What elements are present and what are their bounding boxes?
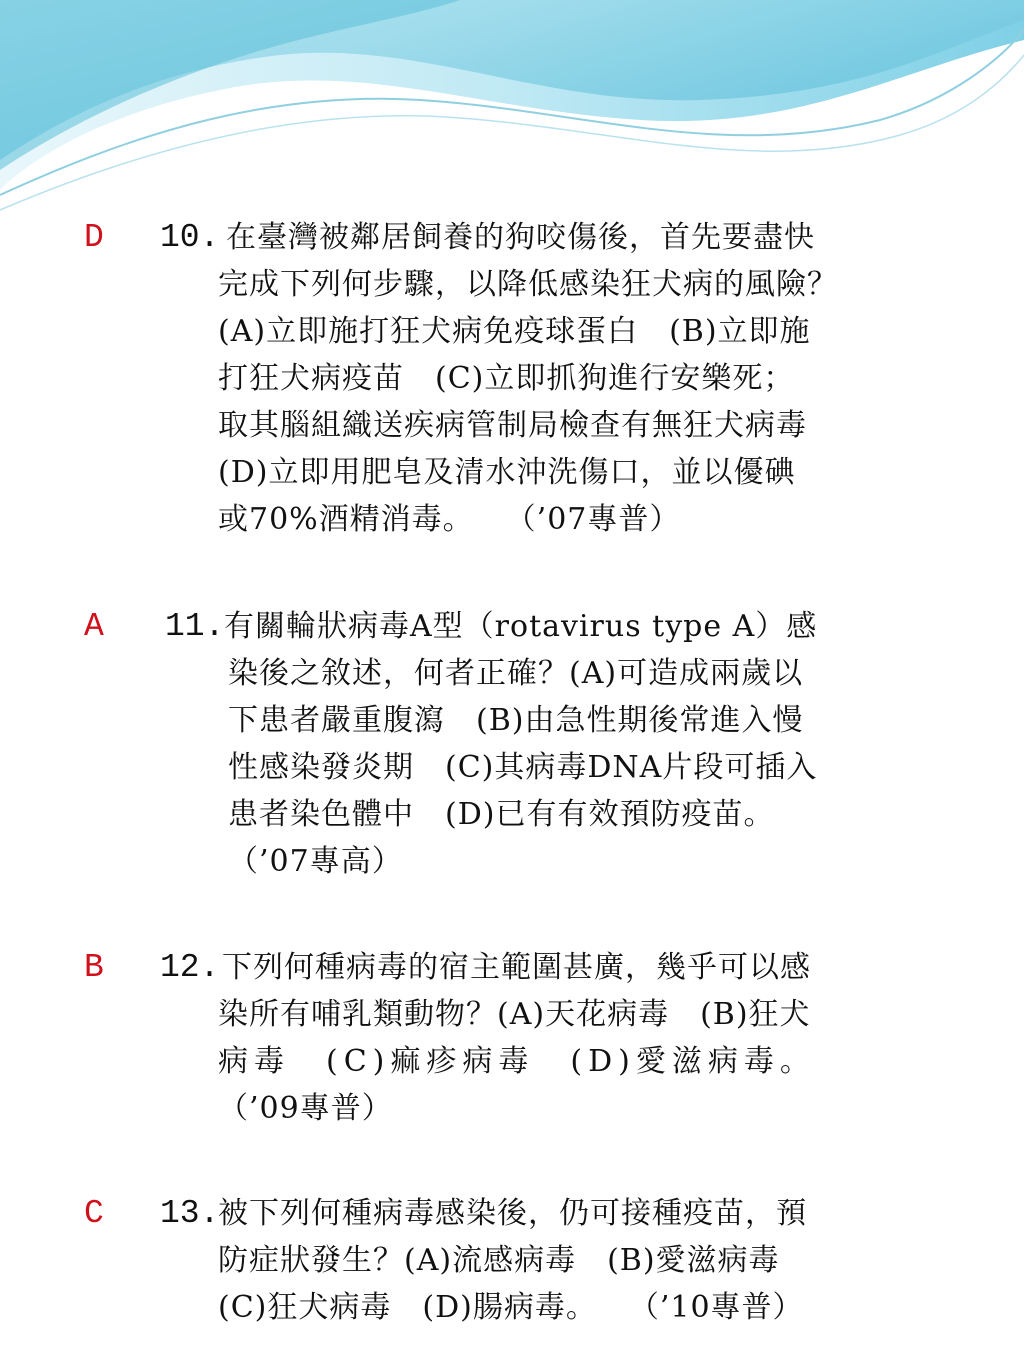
question-line: （’07專高） [228,844,403,879]
question-line: 或70%酒精消毒。 （’07專普） [218,502,681,537]
question-line: 下患者嚴重腹瀉 (B)由急性期後常進入慢 [228,703,804,738]
question-line: 防症狀發生？(A)流感病毒 (B)愛滋病毒 [218,1243,780,1278]
question-text [218,214,838,543]
answer-key: C [84,1195,104,1232]
question-text [224,603,818,885]
question-line: 完成下列何步驟，以降低感染狂犬病的風險？ [218,267,838,302]
question-line: 打狂犬病疫苗 (C)立即抓狗進行安樂死； [218,361,795,396]
question-line: (A)立即施打狂犬病免疫球蛋白 (B)立即施 [218,314,811,349]
question-line: 性感染發炎期 (C)其病毒DNA片段可插入 [228,750,818,785]
question-text [218,1190,807,1331]
question-number: 13. [160,1195,220,1232]
question-line: 下列何種病毒的宿主範圍甚廣，幾乎可以感 [222,950,811,985]
question-line: 在臺灣被鄰居飼養的狗咬傷後，首先要盡快 [226,220,815,255]
question-line: 染後之敘述，何者正確？(A)可造成兩歲以 [228,656,804,691]
question-line: 有關輪狀病毒A型（rotavirus type A）感 [224,609,818,644]
answer-key: B [84,949,104,986]
question-line: 取其腦組織送疾病管制局檢查有無狂犬病毒 [218,408,807,443]
question-number: 12. [160,949,220,986]
question-line: 病毒 (C)痲疹病毒 (D)愛滋病毒。 [218,1044,816,1079]
question-line: 患者染色體中 (D)已有有效預防疫苗。 [228,797,775,832]
answer-key: A [84,608,104,645]
question-line: (D)立即用肥皂及清水沖洗傷口，並以優碘 [218,455,796,490]
question-line: (C)狂犬病毒 (D)腸病毒。 （’10專普） [218,1290,804,1325]
question-line: 被下列何種病毒感染後，仍可接種疫苗，預 [218,1196,807,1231]
question-number: 11. [165,608,225,645]
question-line: 染所有哺乳類動物？(A)天花病毒 (B)狂犬 [218,997,811,1032]
question-line: （’09專普） [218,1091,393,1126]
wave-header-decoration [0,0,1024,230]
answer-key: D [84,219,104,256]
question-number: 10. [160,219,220,256]
question-text [218,944,816,1132]
